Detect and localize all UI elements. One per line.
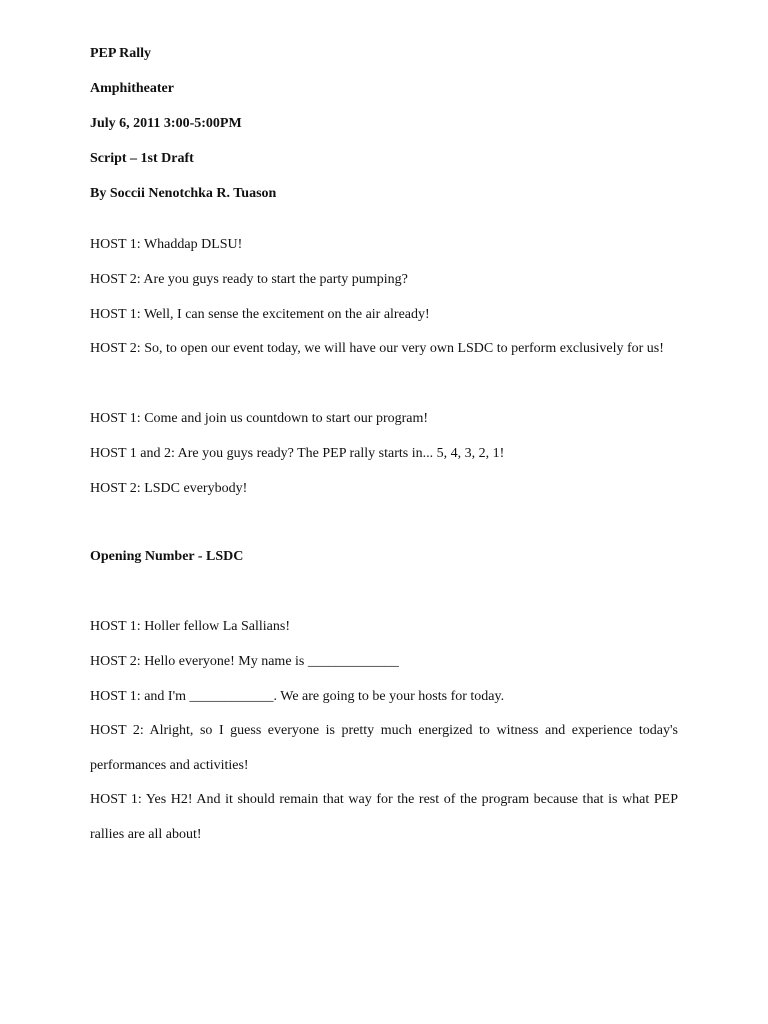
dialogue-line: HOST 1: and I'm ____________. We are going to be your hosts for today.	[90, 689, 505, 704]
datetime-line: July 6, 2011 3:00-5:00PM	[90, 116, 242, 131]
dialogue-line: HOST 1: Well, I can sense the excitement on the air already!	[90, 307, 430, 322]
dialogue-line: HOST 1: Holler fellow La Sallians!	[90, 619, 290, 634]
author-line: By Soccii Nenotchka R. Tuason	[90, 186, 277, 201]
dialogue-line: HOST 2: LSDC everybody!	[90, 481, 248, 496]
dialogue-line: HOST 1: Whaddap DLSU!	[90, 237, 243, 252]
dialogue-paragraph: HOST 2: Alright, so I guess everyone is pretty much energized to witness and experience today's performances and activities!	[90, 723, 678, 773]
dialogue-line: HOST 1 and 2: Are you guys ready? The PEP rally starts in... 5, 4, 3, 2, 1!	[90, 446, 505, 461]
dialogue-line: HOST 2: Are you guys ready to start the party pumping?	[90, 272, 408, 287]
event-title: PEP Rally	[90, 46, 152, 61]
draft-line: Script – 1st Draft	[90, 151, 194, 166]
section-heading: Opening Number - LSDC	[90, 549, 244, 564]
dialogue-line: HOST 2: Hello everyone! My name is _____________	[90, 654, 399, 669]
dialogue-paragraph: HOST 1: Yes H2! And it should remain that way for the rest of the program because that is what PEP rallies are all about!	[90, 792, 678, 842]
dialogue-paragraph: HOST 2: So, to open our event today, we will have our very own LSDC to perform exclusively for us!	[90, 341, 664, 356]
dialogue-line: HOST 1: Come and join us countdown to start our program!	[90, 411, 429, 426]
venue-line: Amphitheater	[90, 81, 174, 96]
